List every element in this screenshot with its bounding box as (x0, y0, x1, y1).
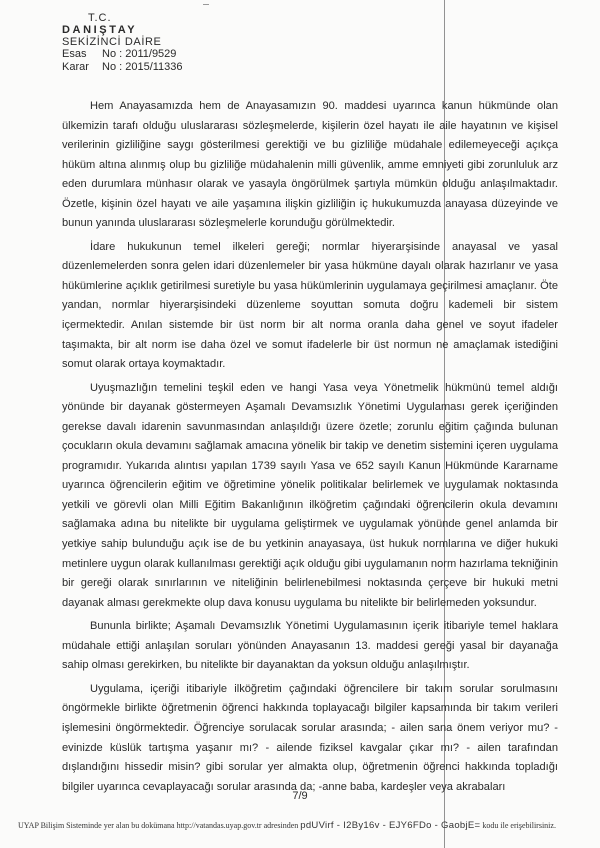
header-daire: SEKİZİNCİ DAİRE (62, 36, 162, 48)
esas-label: Esas (62, 48, 87, 60)
footer-suffix: kodu ile erişebilirsiniz. (482, 821, 556, 830)
uyap-footer (18, 820, 588, 831)
paragraph-5: Uygulama, içeriği itibariyle ilköğretim çağındaki öğrencilere bir takım sorular sorulmasını öngörmekle birlikte öğretmenin öğrenci hakkında toplayacağı bilgiler kapsamında bir takım verileri işlemesini öngörmektedir. Öğrenciye sorulacak sorular arasında; - ailen sana önem veriyor mu? - evinizde küslük tartışma yaşanır mı? - ailende fiziksel kavgalar çıkar mı? - ailen tarafından dışlandığını hissedir misin? gibi sorular yer almakta olup, öğretmenin öğrenci hakkında topladığı bilgiler uyarınca cevaplayacağı sorular arasında da; -anne baba, kardeşler veya akrabaları (62, 682, 558, 793)
page-number: 7/9 (292, 790, 308, 802)
scan-mark (203, 4, 209, 5)
karar-label: Karar (62, 61, 89, 73)
paragraph-3: Uyuşmazlığın temelini teşkil eden ve hangi Yasa veya Yönetmelik hükmünü temel aldığı yönünde bir dayanak göstermeyen Aşamalı Devamsızlık Yönetimi Uygulaması gerek içeriğinden gerekse davalı idarenin savunmasından anlaşıldığı üzere özetle; zorunlu eğitim çağında bulunan çocukların okula devamını sağlamak amacına yönelik bir takip ve denetim sistemini içeren uygulama programıdır. Yukarıda alıntısı yapılan 1739 sayılı Yasa ve 652 sayılı Kanun Hükmünde Kararname uyarınca öğrencilerin eğitim ve öğretimine yönelik politikalar belirlemek ve uygulamak noktasında yetkili ve görevli olan Milli Eğitim Bakanlığının ilköğretim çağındaki öğrencilerin okula devamını sağlamaka adına bu nitelikte bir uygulama geliştirmek ve uygulamak yönünde genel anlamda bir yetkiye sahip bulunduğu açık ise de bu yetkinin anayasaya, üst hukuk normlarına ve diğer hukuki metinlere uygun olarak kullanılması gerektiği açık olduğu gibi uygulamanın norm hazırlama tekniğinin bir gereği olarak sınırlarının ve niteliğinin belirlenebilmesi noktasında çerçeve bir hukuki metni dayanak alması gerekmekte olup dava konusu uygulama bu nitelikte bir belirlemeden yoksundur. (62, 381, 558, 609)
header-court: DANIŞTAY (62, 24, 138, 36)
karar-value: No : 2015/11336 (102, 61, 183, 73)
document-header (62, 12, 362, 74)
header-esas (62, 48, 362, 61)
footer-access-code: pdUVirf - I2By16v - EJY6FDo - GaobjE= (300, 820, 481, 831)
esas-value: No : 2011/9529 (102, 48, 177, 60)
header-karar (62, 61, 362, 74)
footer-text: UYAP Bilişim Sisteminde yer alan bu dokümana http://vatandas.uyap.gov.tr adresinden (18, 821, 299, 830)
document-body (62, 97, 558, 797)
paragraph-1: Hem Anayasamızda hem de Anayasamızın 90. maddesi uyarınca kanun hükmünde olan ülkemizin tarafı olduğu uluslararası sözleşmelerde, kişilerin özel hayatı ile aile hayatının ve kişisel verilerinin gizliliğine saygı gösterilmesi gerektiği ve bu gizliliğe müdahale edilemeyeceği açıkça hüküm altına alınmış olup bu gizliliğe müdahalenin milli güvenlik, amme emniyeti gibi zorunluluk arz eden durumlara münhasır olarak ve yasayla öngörülmek şartıyla mümkün olduğu anlaşılmaktadır. Özetle, kişinin özel hayatı ve aile yaşamına ilişkin gizliliğin iç hukukumuzda anayasa düzeyinde ve bunun yanında uluslararası sözleşmelerle korunduğu görülmektedir. (62, 100, 558, 230)
paragraph-2: İdare hukukunun temel ilkeleri gereği; normlar hiyerarşisinde anayasal ve yasal düzenlemelerden sonra gelen idari düzenlemeler bir yasa hükmüne dayalı olarak hazırlanır ve yasa hükümlerine açıklık getirilmesi suretiyle bu yasa hükümlerinin uygulamaya geçirilmesi amaçlanır. Öte yandan, normlar hiyerarşisindeki düzenleme soyuttan somuta doğru kademeli bir sistem içermektedir. Anılan sistemde bir üst norm bir alt norma oranla daha genel ve soyut ifadeler taşımakta, bir alt norm ise daha özel ve somut ifadelerle bir üst normun ne amaçlamak istediğini somut olarak ortaya koymaktadır. (62, 240, 558, 371)
paragraph-4: Bununla birlikte; Aşamalı Devamsızlık Yönetimi Uygulamasının içerik itibariyle temel haklara müdahale ettiği anlaşılan soruları yönünden Anayasanın 13. maddesi gereği yasal bir dayanağa sahip olması gerekirken, bu nitelikte bir dayanaktan da yoksun olduğu anlaşılmıştır. (62, 620, 558, 672)
header-tc: T.C. (88, 12, 112, 24)
